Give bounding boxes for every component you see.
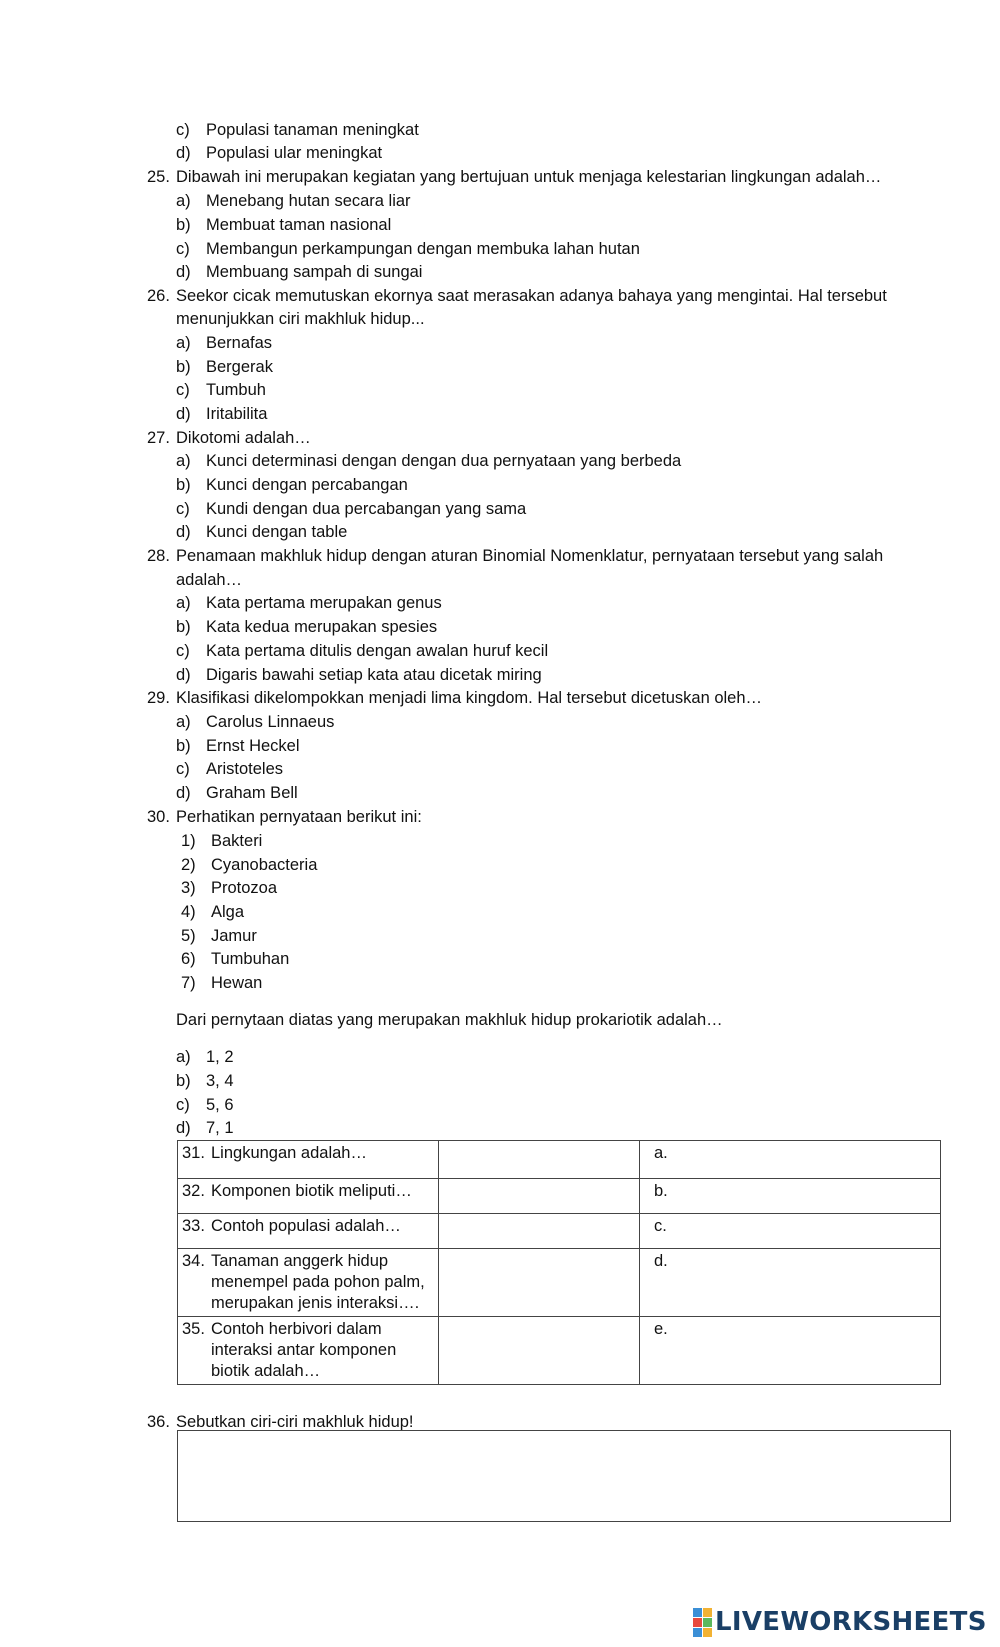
matching-row	[178, 1179, 941, 1214]
q29-option-b-text: Ernst Heckel	[206, 737, 300, 755]
logo-mark-block	[703, 1628, 712, 1637]
q30-prompt: Dari pernytaan diatas yang merupakan makhluk hidup prokariotik adalah…	[176, 1011, 723, 1029]
logo-mark-block	[693, 1628, 702, 1637]
q30-option-a-text: 1, 2	[206, 1048, 234, 1066]
q27-option-a-text: Kunci determinasi dengan dengan dua pernyataan yang berbeda	[206, 452, 682, 470]
q36-number: 36.	[147, 1413, 170, 1431]
q28-option-c-label: c)	[176, 642, 190, 660]
matching-answer-label: d.	[654, 1252, 668, 1270]
q25-option-d-text: Membuang sampah di sungai	[206, 263, 423, 281]
q30-item-1-label: 1)	[181, 832, 196, 850]
q30-item-4-text: Alga	[211, 903, 245, 921]
q26-option-b-label: b)	[176, 358, 191, 376]
q28-option-b-text: Kata kedua merupakan spesies	[206, 618, 438, 636]
q26-option-b-text: Bergerak	[206, 358, 273, 376]
q29-option-d-text: Graham Bell	[206, 784, 298, 802]
matching-answer-label: e.	[654, 1320, 668, 1338]
matching-answer-cell	[640, 1249, 941, 1317]
q25-number: 25.	[147, 168, 170, 186]
q29-question: Klasifikasi dikelompokkan menjadi lima kingdom. Hal tersebut dicetuskan oleh…	[176, 689, 763, 707]
q28-option-c-text: Kata pertama ditulis dengan awalan huruf kecil	[206, 642, 549, 660]
logo-mark-block	[703, 1608, 712, 1617]
matching-question-cell	[178, 1141, 439, 1179]
matching-answer-cell	[640, 1214, 941, 1249]
q27-option-c-text: Kundi dengan dua percabangan yang sama	[206, 500, 527, 518]
q30-item-3-text: Protozoa	[211, 879, 278, 897]
matching-answer-cell	[640, 1141, 941, 1179]
matching-question: Contoh populasi adalah…	[211, 1217, 401, 1235]
q30-option-a-label: a)	[176, 1048, 191, 1066]
matching-answer-cell	[640, 1179, 941, 1214]
q28-question-line-1: Penamaan makhluk hidup dengan aturan Binomial Nomenklatur, pernyataan tersebut yang salah	[176, 547, 884, 565]
matching-question: Tanaman anggerk hidup menempel pada pohon palm, merupakan jenis interaksi….	[211, 1252, 425, 1312]
liveworksheets-logo-text: LIVEWORKSHEETS	[715, 1607, 987, 1637]
q29-option-b-label: b)	[176, 737, 191, 755]
matching-answer-label: c.	[654, 1217, 667, 1235]
q25-option-b-text: Membuat taman nasional	[206, 216, 392, 234]
q30-item-2-text: Cyanobacteria	[211, 856, 318, 874]
matching-drop-zone[interactable]	[439, 1214, 640, 1249]
logo-mark-block	[693, 1608, 702, 1617]
q25-option-d-label: d)	[176, 263, 191, 281]
matching-number: 33.	[182, 1217, 205, 1235]
matching-table	[177, 1140, 941, 1385]
q29-number: 29.	[147, 689, 170, 707]
q29-option-c-text: Aristoteles	[206, 760, 284, 778]
q30-option-d-text: 7, 1	[206, 1119, 234, 1137]
q24-option-d-label: d)	[176, 144, 191, 162]
q25-option-a-text: Menebang hutan secara liar	[206, 192, 411, 210]
q28-option-a-label: a)	[176, 594, 191, 612]
matching-number: 32.	[182, 1182, 205, 1200]
matching-question: Contoh herbivori dalam interaksi antar komponen biotik adalah…	[211, 1320, 397, 1380]
q28-option-d-label: d)	[176, 666, 191, 684]
q27-option-b-label: b)	[176, 476, 191, 494]
liveworksheets-logo-mark	[693, 1608, 712, 1637]
q30-item-1-text: Bakteri	[211, 832, 263, 850]
q27-option-b-text: Kunci dengan percabangan	[206, 476, 408, 494]
q26-number: 26.	[147, 287, 170, 305]
matching-question-cell	[178, 1249, 439, 1317]
q30-option-c-label: c)	[176, 1096, 190, 1114]
q30-option-b-text: 3, 4	[206, 1072, 234, 1090]
matching-question-cell	[178, 1179, 439, 1214]
q25-option-c-label: c)	[176, 240, 190, 258]
q24-option-c-label: c)	[176, 121, 190, 139]
q27-option-a-label: a)	[176, 452, 191, 470]
q29-option-d-label: d)	[176, 784, 191, 802]
matching-answer-label: b.	[654, 1182, 668, 1200]
q26-option-d-text: Iritabilita	[206, 405, 268, 423]
q28-number: 28.	[147, 547, 170, 565]
q28-option-a-text: Kata pertama merupakan genus	[206, 594, 442, 612]
q28-option-b-label: b)	[176, 618, 191, 636]
q26-option-a-label: a)	[176, 334, 191, 352]
matching-row	[178, 1141, 941, 1179]
q27-question: Dikotomi adalah…	[176, 429, 311, 447]
q24-option-c-text: Populasi tanaman meningkat	[206, 121, 419, 139]
matching-drop-zone[interactable]	[439, 1141, 640, 1179]
matching-row	[178, 1249, 941, 1317]
matching-drop-zone[interactable]	[439, 1249, 640, 1317]
matching-question-cell	[178, 1214, 439, 1249]
q26-question-line-1: Seekor cicak memutuskan ekornya saat merasakan adanya bahaya yang mengintai. Hal tersebut	[176, 287, 887, 305]
q27-option-c-label: c)	[176, 500, 190, 518]
matching-number: 35.	[182, 1320, 205, 1338]
q27-option-d-text: Kunci dengan table	[206, 523, 348, 541]
q30-option-c-text: 5, 6	[206, 1096, 234, 1114]
q26-option-c-label: c)	[176, 381, 190, 399]
q30-item-2-label: 2)	[181, 856, 196, 874]
q30-item-6-text: Tumbuhan	[211, 950, 290, 968]
q30-item-5-label: 5)	[181, 927, 196, 945]
q30-item-3-label: 3)	[181, 879, 196, 897]
q29-option-a-label: a)	[176, 713, 191, 731]
q26-question-line-2: menunjukkan ciri makhluk hidup...	[176, 310, 425, 328]
matching-question: Komponen biotik meliputi…	[211, 1182, 412, 1200]
q26-option-d-label: d)	[176, 405, 191, 423]
matching-row	[178, 1214, 941, 1249]
q25-option-c-text: Membangun perkampungan dengan membuka lahan hutan	[206, 240, 640, 258]
q30-item-7-label: 7)	[181, 974, 196, 992]
q30-option-d-label: d)	[176, 1119, 191, 1137]
q28-option-d-text: Digaris bawahi setiap kata atau dicetak miring	[206, 666, 542, 684]
q30-item-7-text: Hewan	[211, 974, 263, 992]
logo-mark-block	[703, 1618, 712, 1627]
matching-row	[178, 1317, 941, 1385]
matching-question-cell	[178, 1317, 439, 1385]
q30-item-6-label: 6)	[181, 950, 196, 968]
q30-item-5-text: Jamur	[211, 927, 257, 945]
q26-option-a-text: Bernafas	[206, 334, 273, 352]
matching-drop-zone[interactable]	[439, 1317, 640, 1385]
q25-option-a-label: a)	[176, 192, 191, 210]
q30-number: 30.	[147, 808, 170, 826]
matching-number: 31.	[182, 1144, 205, 1162]
q36-question: Sebutkan ciri-ciri makhluk hidup!	[176, 1413, 414, 1431]
q27-number: 27.	[147, 429, 170, 447]
q29-option-a-text: Carolus Linnaeus	[206, 713, 335, 731]
q27-option-d-label: d)	[176, 523, 191, 541]
q25-question: Dibawah ini merupakan kegiatan yang bertujuan untuk menjaga kelestarian lingkungan adalah…	[176, 168, 882, 186]
liveworksheets-logo	[693, 1606, 987, 1638]
matching-question: Lingkungan adalah…	[211, 1144, 367, 1162]
q30-option-b-label: b)	[176, 1072, 191, 1090]
logo-mark-block	[693, 1618, 702, 1627]
q29-option-c-label: c)	[176, 760, 190, 778]
matching-answer-cell	[640, 1317, 941, 1385]
matching-drop-zone[interactable]	[439, 1179, 640, 1214]
q26-option-c-text: Tumbuh	[206, 381, 266, 399]
q36-answer-box[interactable]	[177, 1430, 951, 1522]
matching-number: 34.	[182, 1252, 205, 1270]
q28-question-line-2: adalah…	[176, 571, 243, 589]
q30-item-4-label: 4)	[181, 903, 196, 921]
q25-option-b-label: b)	[176, 216, 191, 234]
matching-answer-label: a.	[654, 1144, 668, 1162]
q24-option-d-text: Populasi ular meningkat	[206, 144, 383, 162]
q30-question: Perhatikan pernyataan berikut ini:	[176, 808, 422, 826]
